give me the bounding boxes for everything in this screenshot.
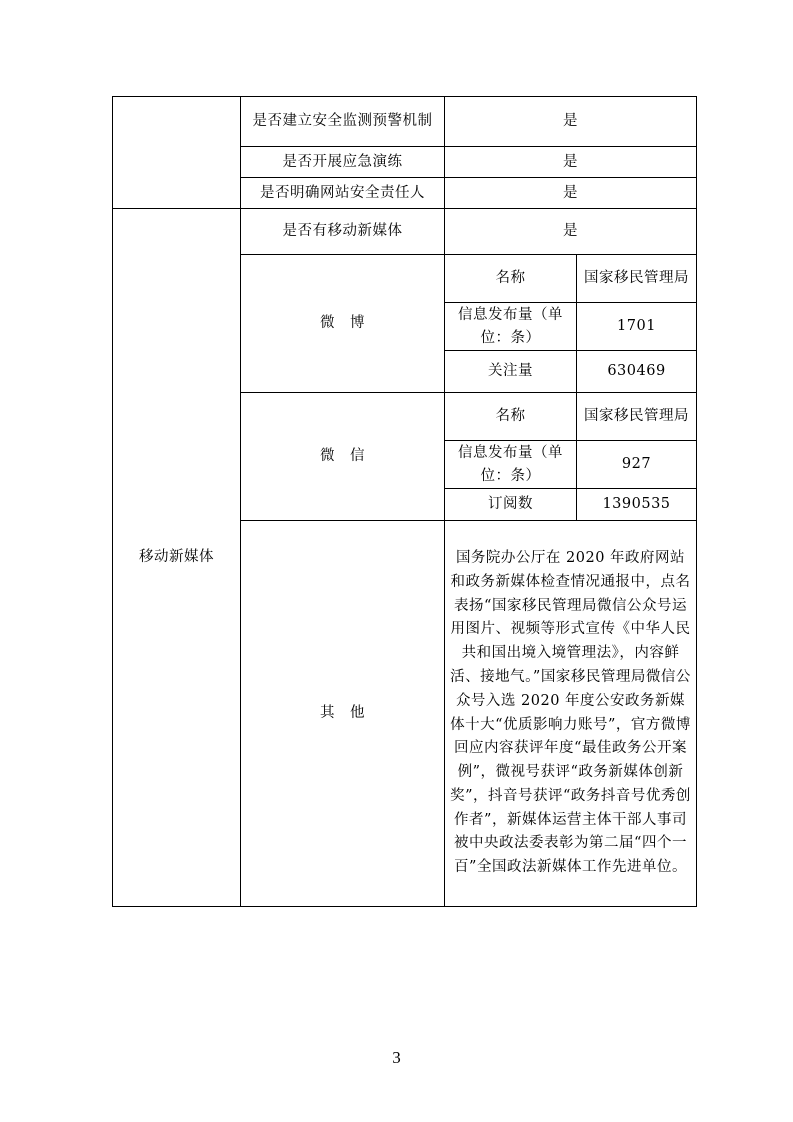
wechat-subscribers-value-cell: 1390535 [577, 489, 697, 521]
other-description-cell: 国务院办公厅在 2020 年政府网站和政务新媒体检查情况通报中，点名表扬“国家移民管理局微信公众号运用图片、视频等形式宣传《中华人民共和国出境入境管理法》，内容鲜活、接地气。”国家移民管理局微信公众号入选 2020 年度公安政务新媒体十大“优质影响力账号”，官方微博回应内容获评年度“最佳政务公开案例”，微视号获评“政务新媒体创新奖”，抖音号获评“政务抖音号优秀创作者”，新媒体运营主体干部人事司被中央政法委表彰为第二届“四个一百”全国政法新媒体工作先进单位。 [445, 521, 697, 907]
table-row [113, 97, 697, 147]
weibo-followers-value-cell: 630469 [577, 351, 697, 393]
has-media-label-cell: 是否有移动新媒体 [241, 209, 445, 255]
monitor-value-cell: 是 [445, 97, 697, 147]
drill-label-cell: 是否开展应急演练 [241, 147, 445, 178]
weibo-posts-value-cell: 1701 [577, 303, 697, 351]
wechat-name-label-cell: 名称 [445, 393, 577, 441]
weibo-followers-label-cell: 关注量 [445, 351, 577, 393]
has-media-value-cell: 是 [445, 209, 697, 255]
table-row [113, 209, 697, 255]
wechat-label-cell: 微 信 [241, 393, 445, 521]
wechat-posts-label-cell: 信息发布量（单位：条） [445, 441, 577, 489]
weibo-name-value-cell: 国家移民管理局 [577, 255, 697, 303]
wechat-subscribers-label-cell: 订阅数 [445, 489, 577, 521]
report-table [112, 96, 697, 907]
page-number: 3 [392, 1048, 401, 1067]
media-section-label-cell: 移动新媒体 [113, 209, 241, 907]
responsible-label-cell: 是否明确网站安全责任人 [241, 178, 445, 209]
responsible-value-cell: 是 [445, 178, 697, 209]
empty-category-cell [113, 97, 241, 209]
monitor-label-cell: 是否建立安全监测预警机制 [241, 97, 445, 147]
weibo-name-label-cell: 名称 [445, 255, 577, 303]
drill-value-cell: 是 [445, 147, 697, 178]
wechat-posts-value-cell: 927 [577, 441, 697, 489]
wechat-name-value-cell: 国家移民管理局 [577, 393, 697, 441]
other-label-cell: 其 他 [241, 521, 445, 907]
weibo-label-cell: 微 博 [241, 255, 445, 393]
weibo-posts-label-cell: 信息发布量（单位：条） [445, 303, 577, 351]
